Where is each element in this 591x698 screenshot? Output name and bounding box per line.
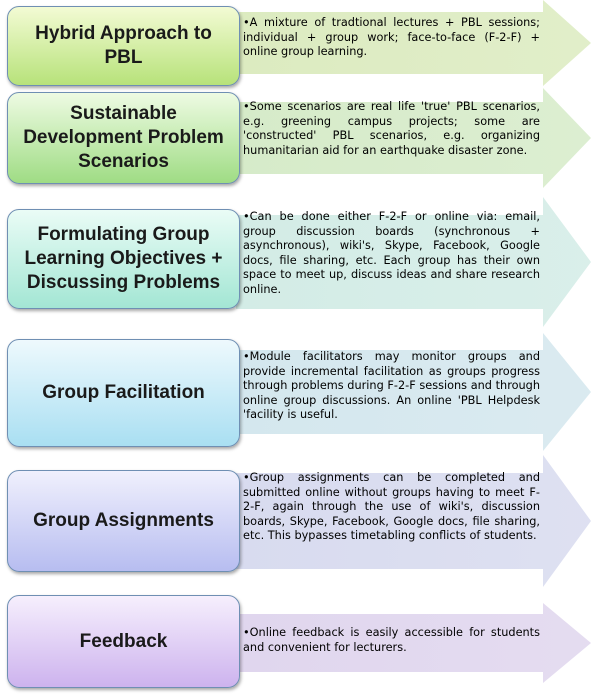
step-title: Sustainable Development Problem Scenarios <box>23 103 224 172</box>
step-box <box>7 6 240 86</box>
step-box <box>7 470 240 572</box>
step-title: Group Facilitation <box>42 382 205 403</box>
process-row-sustainable-development <box>0 88 591 188</box>
process-row-formulating-objectives <box>0 197 591 327</box>
process-row-feedback <box>0 593 591 693</box>
process-row-group-facilitation <box>0 333 591 451</box>
row-description: •Some scenarios are real life 'true' PBL scenarios, e.g. greening campus projects; some are 'constructed' PBL scenarios, e.g. organizing humanitarian aid for an earthquake disaster zone. <box>243 100 540 157</box>
row-description: •A mixture of tradtional lectures + PBL sessions; individual + group work; face-to-face (F-2-F) + online group learning. <box>243 16 540 58</box>
row-description: •Group assignments can be completed and submitted online without groups having to meet F-2-F, again through the use of wiki's, discussion boards, Skype, Facebook, Google docs, file sharing, etc. This bypasses timetabling conflicts of students. <box>243 471 540 542</box>
process-row-hybrid-approach <box>0 0 591 86</box>
process-row-group-assignments <box>0 455 591 587</box>
step-title: Formulating Group Learning Objectives + Discussing Problems <box>24 224 223 293</box>
step-title: Hybrid Approach to PBL <box>35 23 212 68</box>
row-description: •Can be done either F-2-F or online via: email, group discussion boards (synchronous + asynchronous), wiki's, Skype, Facebook, Google docs, file sharing, etc. Each group has their own space to meet up, discuss ideas and share research online. <box>243 210 540 296</box>
step-box <box>7 595 240 688</box>
step-box <box>7 339 240 447</box>
step-title: Group Assignments <box>33 510 214 531</box>
step-title: Feedback <box>79 630 168 652</box>
row-description: •Online feedback is easily accessible for students and convenient for lecturers. <box>243 626 540 654</box>
step-box <box>7 209 240 309</box>
row-description: •Module facilitators may monitor groups and provide incremental facilitation as groups progress through problems during F-2-F sessions and through online group discussions. An online 'PBL Helpdesk 'facility is useful. <box>243 350 540 421</box>
step-box <box>7 92 240 184</box>
